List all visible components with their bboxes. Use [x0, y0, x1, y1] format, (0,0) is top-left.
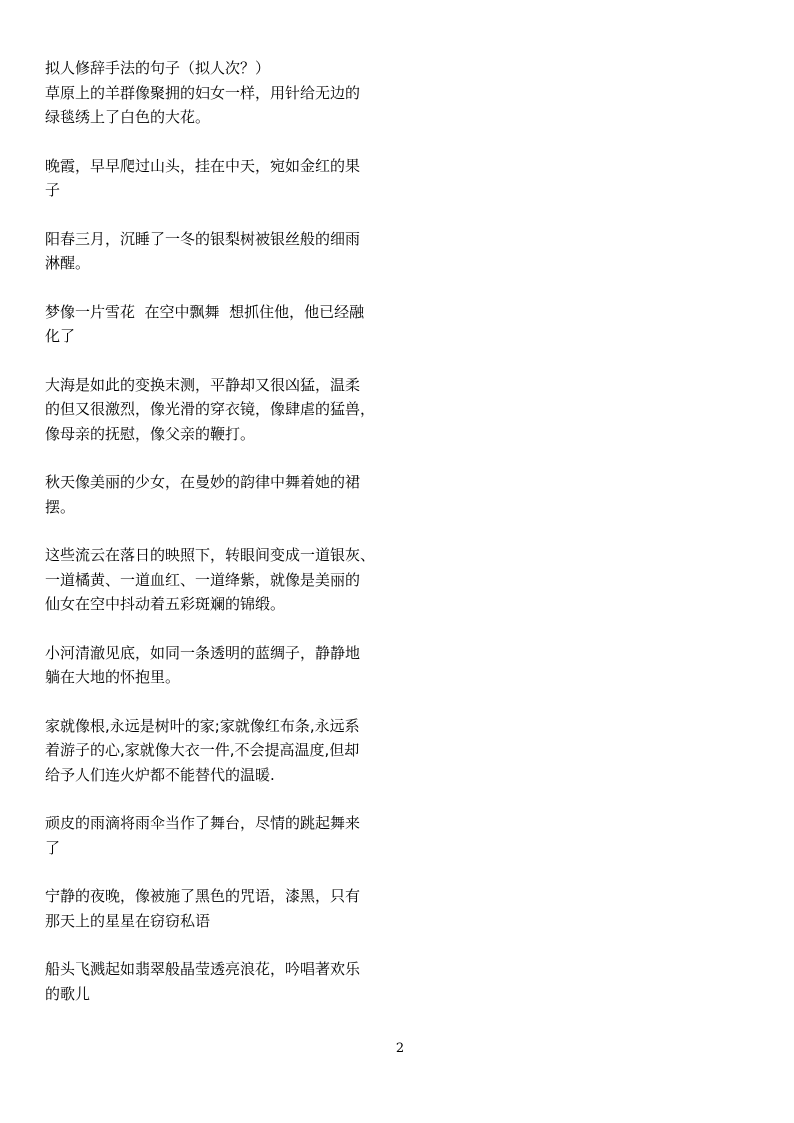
paragraph	[45, 543, 390, 617]
paragraph	[45, 154, 390, 203]
paragraph	[45, 470, 390, 519]
document-body	[45, 56, 390, 1030]
document-heading: 拟人修辞手法的句子（拟人次？）	[45, 59, 271, 77]
paragraph-line: 一道橘黄、一道血红、一道绛紫，就像是美丽的	[45, 570, 361, 589]
paragraph-line: 了	[45, 838, 61, 857]
paragraph-line: 像母亲的抚慰，像父亲的鞭打。	[45, 424, 256, 443]
paragraph-line: 秋天像美丽的少女，在曼妙的韵律中舞着她的裙	[45, 473, 361, 491]
paragraph-line: 晚霞，早早爬过山头，挂在中天，宛如金红的果	[45, 156, 361, 175]
paragraph	[45, 373, 390, 447]
paragraph-line: 小河清澈见底，如同一条透明的蓝绸子，静静地	[45, 643, 361, 662]
paragraph-line: 摆。	[45, 497, 76, 516]
paragraph-line: 草原上的羊群像聚拥的妇女一样，用针给无边的	[45, 83, 361, 102]
paragraph	[45, 227, 390, 276]
paragraph-line: 大海是如此的变换末测，平静却又很凶猛，温柔	[45, 375, 361, 394]
paragraph-line: 的但又很激烈，像光滑的穿衣镜，像肆虐的猛兽，	[45, 400, 376, 418]
paragraph-line: 仙女在空中抖动着五彩斑斓的锦缎。	[45, 595, 286, 613]
heading-block	[45, 56, 390, 130]
paragraph-line: 淋醒。	[45, 254, 91, 272]
paragraph-line: 宁静的夜晚，像被施了黑色的咒语，漆黑，只有	[45, 887, 361, 905]
paragraph-line: 梦像一片雪花 在空中飘舞 想抓住他，他已经融	[45, 302, 365, 321]
paragraph-line: 船头飞溅起如翡翠般晶莹透亮浪花，吟唱著欢乐	[45, 960, 361, 978]
paragraph-line: 绿毯绣上了白色的大花。	[45, 108, 211, 126]
paragraph	[45, 957, 390, 1006]
paragraph-line: 那天上的星星在窃窃私语	[45, 911, 211, 930]
paragraph-line: 躺在大地的怀抱里。	[45, 668, 181, 686]
paragraph-line: 家就像根,永远是树叶的家;家就像红布条,永远系	[45, 716, 360, 735]
paragraph	[45, 714, 390, 788]
page-number: 2	[395, 1041, 405, 1056]
paragraph-line: 化了	[45, 327, 76, 345]
paragraph-line: 子	[45, 181, 61, 199]
paragraph-line: 的歌儿	[45, 984, 91, 1003]
paragraph	[45, 641, 390, 690]
paragraph	[45, 300, 390, 349]
paragraph-line: 这些流云在落日的映照下，转眼间变成一道银灰、	[45, 546, 376, 564]
paragraph-line: 顽皮的雨滴将雨伞当作了舞台，尽情的跳起舞来	[45, 814, 361, 832]
paragraph-line: 给予人们连火炉都不能替代的温暖.	[45, 765, 275, 784]
paragraph	[45, 884, 390, 933]
paragraph-line: 着游子的心,家就像大衣一件,不会提高温度,但却	[45, 741, 360, 759]
paragraph	[45, 811, 390, 860]
paragraph-line: 阳春三月，沉睡了一冬的银梨树被银丝般的细雨	[45, 229, 361, 248]
